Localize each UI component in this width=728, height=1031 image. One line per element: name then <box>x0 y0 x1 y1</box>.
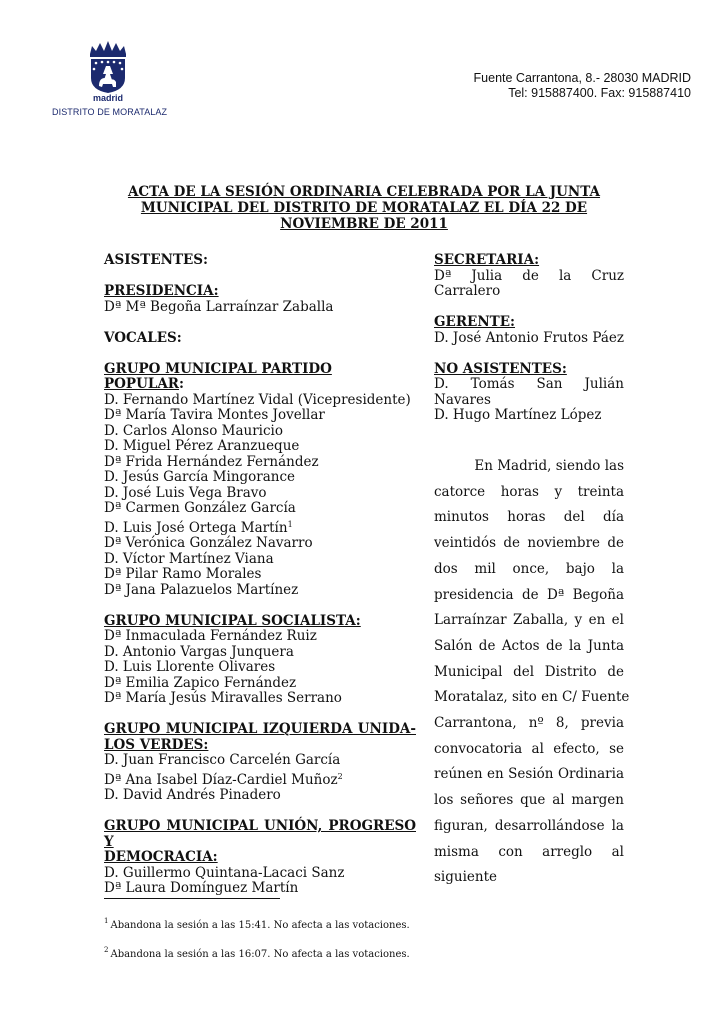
pp-heading: GRUPO MUNICIPAL PARTIDO POPULAR: <box>104 360 332 392</box>
list-item: D. Fernando Martínez Vidal (Vicepresidente) <box>104 391 411 408</box>
footnote: $^1$ Abandona la sesión a las 15:41. No afecta a las votaciones. <box>104 917 410 931</box>
no-asistentes-name-cont: Navares <box>434 391 491 408</box>
list-item: Dª Pilar Ramo Morales <box>104 566 262 582</box>
list-item: D. Miguel Pérez Aranzueque <box>104 438 300 454</box>
secretaria-heading: SECRETARIA: <box>434 252 540 268</box>
list-item: D. Antonio Vargas Junquera <box>104 643 294 660</box>
address-line: Fuente Carrantona, 8.- 28030 MADRID <box>473 71 691 85</box>
asistentes-heading: ASISTENTES: <box>104 252 209 268</box>
list-item: D. David Andrés Pinadero <box>104 787 281 803</box>
list-item: Dª Emilia Zapico Fernández <box>104 674 297 691</box>
phone-fax-line: Tel: 915887400. Fax: 915887410 <box>508 86 691 100</box>
list-item: Dª Verónica González Navarro <box>104 535 313 551</box>
list-item: Dª Ana Isabel Díaz-Cardiel Muñoz$^2$ <box>104 771 343 788</box>
presidencia-heading: PRESIDENCIA: <box>104 283 219 299</box>
list-item: D. Guillermo Quintana-Lacaci Sanz <box>104 864 345 881</box>
attendees-column <box>104 253 416 897</box>
no-asistentes-name-2: D. Hugo Martínez López <box>434 407 602 423</box>
secretaria-name-cont: Carralero <box>434 283 501 299</box>
psoe-heading: GRUPO MUNICIPAL SOCIALISTA: <box>104 612 361 629</box>
upyd-heading-cont: DEMOCRACIA: <box>104 849 218 865</box>
iu-member-list <box>104 753 416 804</box>
iu-heading-cont: LOS VERDES: <box>104 736 209 753</box>
logo-district-text: DISTRITO DE MORATALAZ <box>52 107 168 117</box>
secretaria-name: Dª Julia de la Cruz <box>434 267 624 284</box>
list-item: Dª Carmen González García <box>104 500 296 516</box>
officials-column <box>434 253 624 424</box>
list-item: D. José Luis Vega Bravo <box>104 484 267 501</box>
gerente-heading: GERENTE: <box>434 314 515 330</box>
footnote: $^2$ Abandona la sesión a las 16:07. No afecta a las votaciones. <box>104 946 410 960</box>
list-item: Dª María Jesús Miravalles Serrano <box>104 690 342 706</box>
opening-paragraph: En Madrid, siendo las catorce horas y treinta minutos horas del día veintidós de noviembre de dos mil once, bajo la presidencia de Dª Begoña Larraínzar Zaballa, y en el Salón de Actos de la Junta Municipal del Distrito de Moratalaz, sito en C/ Fuente Carrantona, nº 8, previa convocatoria al efecto, se reúnen en Sesión Ordinaria los señores que al margen figuran, desarrollándose la misma con arreglo al siguiente <box>434 458 630 886</box>
document-title: ACTA DE LA SESIÓN ORDINARIA CELEBRADA POR LA JUNTA MUNICIPAL DEL DISTRITO DE MORATALAZ EL DÍA 22 DE NOVIEMBRE DE 2011 <box>127 184 601 232</box>
pp-member-list <box>104 393 416 599</box>
presidencia-name: Dª Mª Begoña Larraínzar Zaballa <box>104 298 334 315</box>
district-logo <box>52 40 168 124</box>
list-item: D. Víctor Martínez Viana <box>104 550 274 567</box>
logo-city-text: madrid <box>92 93 123 103</box>
list-item: Dª Jana Palazuelos Martínez <box>104 581 299 598</box>
no-asistentes-name: D. Tomás San Julián <box>434 376 624 392</box>
list-item: Dª Inmaculada Fernández Ruiz <box>104 628 317 644</box>
psoe-member-list <box>104 629 416 707</box>
list-item: D. Jesús García Mingorance <box>104 469 296 485</box>
list-item: Dª Laura Domínguez Martín <box>104 880 299 896</box>
list-item: D. Juan Francisco Carcelén García <box>104 752 341 768</box>
footnote-ref: 2 <box>337 771 343 781</box>
list-item: D. Luis Llorente Olivares <box>104 659 276 675</box>
list-item: D. Luis José Ortega Martín$^1$ <box>104 519 293 536</box>
vocales-heading: VOCALES: <box>104 329 182 346</box>
list-item: D. Carlos Alonso Mauricio <box>104 422 284 439</box>
footnote-ref: 1 <box>287 519 293 529</box>
address-block <box>474 71 691 101</box>
coat-of-arms-icon <box>52 40 164 100</box>
footnote-divider <box>104 898 280 899</box>
no-asistentes-heading: NO ASISTENTES: <box>434 360 567 377</box>
list-item: Dª Frida Hernández Fernández <box>104 453 319 470</box>
iu-heading: GRUPO MUNICIPAL IZQUIERDA UNIDA- <box>104 721 416 737</box>
upyd-heading: GRUPO MUNICIPAL UNIÓN, PROGRESO Y <box>104 818 416 850</box>
gerente-name: D. José Antonio Frutos Páez <box>434 329 625 346</box>
upyd-member-list <box>104 866 416 897</box>
list-item: Dª María Tavira Montes Jovellar <box>104 407 325 423</box>
